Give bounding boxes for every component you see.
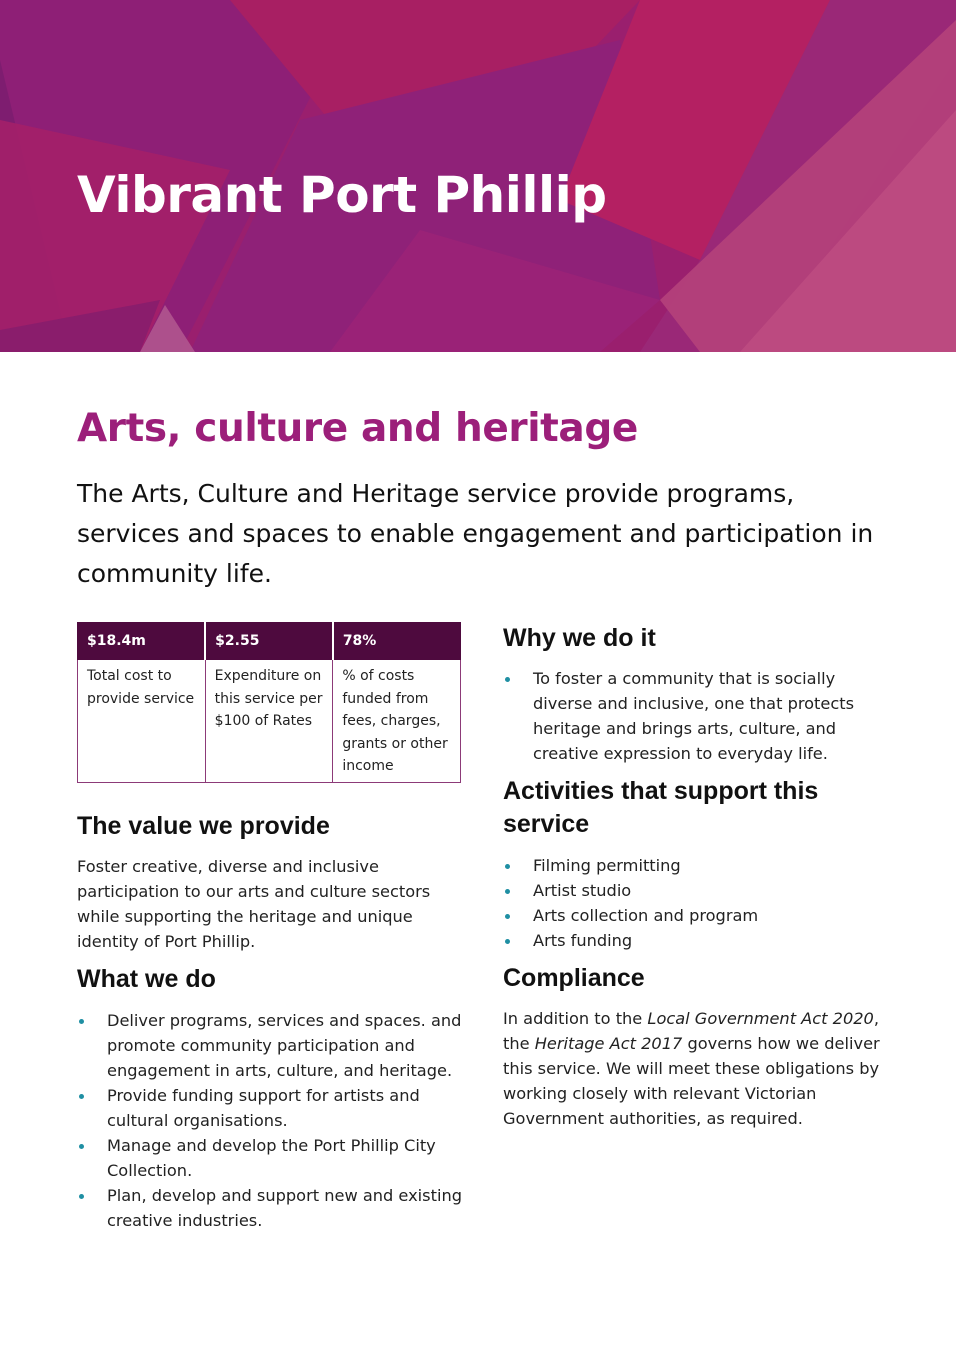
compliance-heading: Compliance xyxy=(503,964,645,992)
header-banner xyxy=(0,0,956,352)
stat-value-total-cost: $18.4m xyxy=(78,623,206,660)
activities-heading: Activities that support this service xyxy=(503,777,819,838)
value-heading: The value we provide xyxy=(77,812,330,840)
stat-value-expenditure: $2.55 xyxy=(205,623,333,660)
list-item: Deliver programs, services and spaces. and promote community participation and engagement in arts, culture, and heritage. xyxy=(77,1008,477,1083)
stat-label-total-cost: Total cost to provide service xyxy=(78,660,206,783)
list-item: Artist studio xyxy=(503,878,883,903)
list-item: To foster a community that is socially diverse and inclusive, one that protects heritage and brings arts, culture, and creative expression to everyday life. xyxy=(503,666,873,766)
stat-label-expenditure: Expenditure on this service per $100 of Rates xyxy=(205,660,333,783)
stats-header-row xyxy=(78,623,461,660)
list-item: Provide funding support for artists and cultural organisations. xyxy=(77,1083,477,1133)
list-item: Filming permitting xyxy=(503,853,883,878)
stats-label-row xyxy=(78,660,461,783)
stats-table xyxy=(77,622,461,783)
section-title: Arts, culture and heritage xyxy=(77,406,638,451)
compliance-text xyxy=(503,1006,893,1131)
section-intro: The Arts, Culture and Heritage service provide programs, services and spaces to enable engagement and participation in community life. xyxy=(77,479,874,588)
compliance-text-part: governs how we deliver this service. We will meet these obligations by working closely with relevant Victorian Government authorities, as required. xyxy=(503,1034,880,1128)
value-text: Foster creative, diverse and inclusive participation to our arts and culture sectors while supporting the heritage and unique identity of Port Phillip. xyxy=(77,857,431,951)
stat-value-funded: 78% xyxy=(333,623,461,660)
what-we-do-list xyxy=(77,1008,477,1233)
compliance-act-local-government: Local Government Act 2020 xyxy=(647,1009,874,1028)
compliance-text-part: , the xyxy=(503,1009,880,1053)
stat-label-funded: % of costs funded from fees, charges, grants or other income xyxy=(333,660,461,783)
compliance-text-part: In addition to the xyxy=(503,1009,648,1028)
why-heading: Why we do it xyxy=(503,624,656,652)
list-item: Manage and develop the Port Phillip City Collection. xyxy=(77,1133,477,1183)
list-item: Plan, develop and support new and existing creative industries. xyxy=(77,1183,477,1233)
list-item: Arts collection and program xyxy=(503,903,883,928)
list-item: Arts funding xyxy=(503,928,883,953)
banner-title: Vibrant Port Phillip xyxy=(77,166,607,224)
compliance-act-heritage: Heritage Act 2017 xyxy=(534,1034,683,1053)
what-we-do-heading: What we do xyxy=(77,965,216,993)
why-list xyxy=(503,666,873,766)
activities-list xyxy=(503,853,883,953)
